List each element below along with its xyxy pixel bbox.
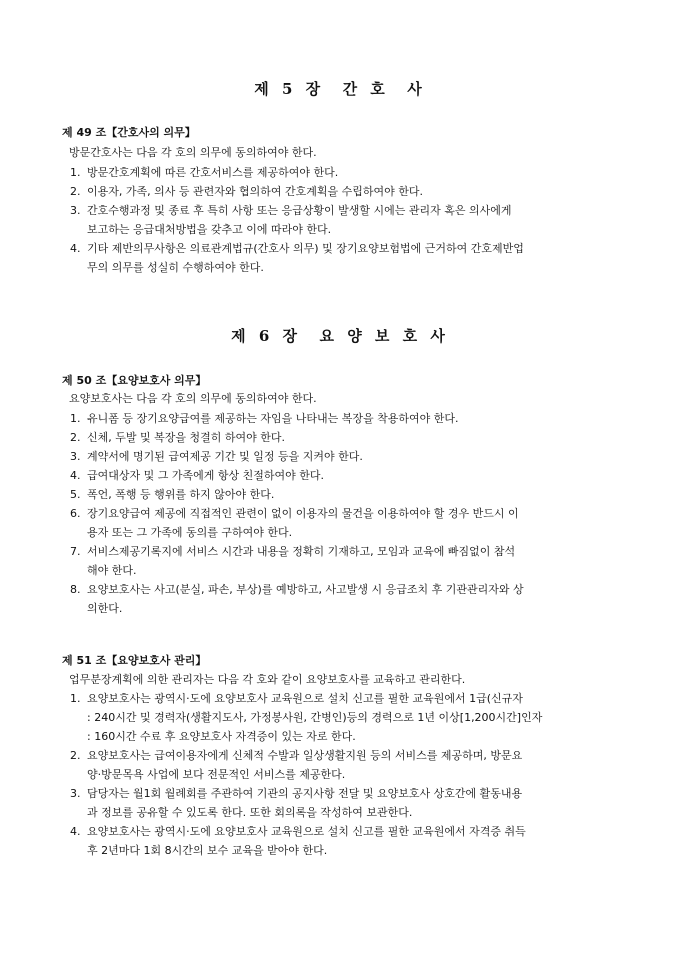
chapter-5-title: 제 5 장 간 호 사 xyxy=(254,80,426,98)
item-text-line: 해야 한다. xyxy=(87,564,137,577)
item-text xyxy=(87,784,635,822)
item-text-line: 유니폼 등 장기요양급여를 제공하는 자임을 나타내는 복장을 착용하여야 한다. xyxy=(87,412,459,425)
item-number: 6. xyxy=(70,507,81,520)
item-number: 7. xyxy=(70,545,81,558)
item-number: 8. xyxy=(70,583,81,596)
item-text-line: 방문간호계획에 따른 간호서비스를 제공하여야 한다. xyxy=(87,166,339,179)
item-text xyxy=(87,466,635,485)
item-text-line: 이용자, 가족, 의사 등 관련자와 협의하여 간호계획을 수립하여야 한다. xyxy=(87,185,423,198)
item-number: 5. xyxy=(70,488,81,501)
item-text-line: 폭언, 폭행 등 행위를 하지 않아야 한다. xyxy=(87,488,275,501)
item-text xyxy=(87,447,635,466)
item-text-line: 요양보호사는 급여이용자에게 신체적 수발과 일상생활지원 등의 서비스를 제공하며, 방문요 xyxy=(87,749,523,762)
article-49-title: 제 49 조【간호사의 의무】 xyxy=(62,126,196,139)
item-text-line: 무의 의무를 성실히 수행하여야 한다. xyxy=(87,261,264,274)
item-number: 1. xyxy=(70,692,81,705)
article-51-intro: 업무분장계획에 의한 관리자는 다음 각 호와 같이 요양보호사를 교육하고 관리한다. xyxy=(69,673,466,686)
item-number: 2. xyxy=(70,185,81,198)
item-text xyxy=(87,504,635,542)
item-text xyxy=(87,182,635,201)
item-text-line: 기타 제반의무사항은 의료관계법규(간호사 의무) 및 장기요양보험법에 근거하여 간호제반업 xyxy=(87,242,524,255)
article-49-intro: 방문간호사는 다음 각 호의 의무에 동의하여야 한다. xyxy=(69,146,317,159)
item-text-line: : 160시간 수료 후 요양보호사 자격증이 있는 자로 한다. xyxy=(87,730,356,743)
item-text-line: 계약서에 명기된 급여제공 기간 및 일정 등을 지켜야 한다. xyxy=(87,450,363,463)
item-number: 1. xyxy=(70,412,81,425)
item-text-line: 용자 또는 그 가족에 동의를 구하여야 한다. xyxy=(87,526,293,539)
item-text xyxy=(87,163,635,182)
item-text xyxy=(87,689,635,746)
item-text-line: 요양보호사는 광역시·도에 요양보호사 교육원으로 설치 신고를 필한 교육원에서 자격증 취득 xyxy=(87,825,526,838)
item-number: 3. xyxy=(70,204,81,217)
item-text xyxy=(87,746,635,784)
item-number: 4. xyxy=(70,825,81,838)
chapter-6-title: 제 6 장 요 양 보 호 사 xyxy=(231,327,449,345)
item-text-line: 과 정보를 공유할 수 있도록 한다. 또한 회의록을 작성하여 보관한다. xyxy=(87,806,413,819)
item-text-line: 양·방문목욕 사업에 보다 전문적인 서비스를 제공한다. xyxy=(87,768,346,781)
item-text xyxy=(87,201,635,239)
item-text-line: 의한다. xyxy=(87,602,123,615)
item-text-line: 후 2년마다 1회 8시간의 보수 교육을 받아야 한다. xyxy=(87,844,328,857)
item-text xyxy=(87,542,635,580)
item-text-line: 보고하는 응급대처방법을 갖추고 이에 따라야 한다. xyxy=(87,223,332,236)
item-text-line: 장기요양급여 제공에 직접적인 관련이 없이 이용자의 물건을 이용하여야 할 경우 반드시 이 xyxy=(87,507,519,520)
item-text-line: 서비스제공기록지에 서비스 시간과 내용을 정확히 기재하고, 모임과 교육에 빠짐없이 참석 xyxy=(87,545,516,558)
item-text-line: 간호수행과정 및 종료 후 특히 사항 또는 응급상황이 발생할 시에는 관리자 혹은 의사에게 xyxy=(87,204,512,217)
item-text-line: 요양보호사는 사고(분실, 파손, 부상)를 예방하고, 사고발생 시 응급조치 후 기관관리자와 상 xyxy=(87,583,524,596)
item-number: 2. xyxy=(70,431,81,444)
item-text xyxy=(87,428,635,447)
item-text xyxy=(87,580,635,618)
item-text-line: 신체, 두발 및 복장을 청결히 하여야 한다. xyxy=(87,431,285,444)
item-number: 4. xyxy=(70,242,81,255)
item-text xyxy=(87,485,635,504)
item-text xyxy=(87,409,635,428)
item-text xyxy=(87,239,635,277)
article-50-intro: 요양보호사는 다음 각 호의 의무에 동의하여야 한다. xyxy=(69,392,317,405)
item-number: 4. xyxy=(70,469,81,482)
item-text-line: 담당자는 월1회 월례회를 주관하여 기관의 공지사항 전달 및 요양보호사 상호간에 활동내용 xyxy=(87,787,523,800)
item-number: 3. xyxy=(70,450,81,463)
item-number: 3. xyxy=(70,787,81,800)
article-50-title: 제 50 조【요양보호사 의무】 xyxy=(62,374,207,387)
item-text-line: : 240시간 및 경력자(생활지도사, 가정봉사원, 간병인)등의 경력으로 1년 이상[1,200시간]인자 xyxy=(87,711,543,724)
item-text-line: 요양보호사는 광역시·도에 요양보호사 교육원으로 설치 신고를 필한 교육원에서 1급(신규자 xyxy=(87,692,523,705)
item-text xyxy=(87,822,635,860)
item-number: 1. xyxy=(70,166,81,179)
item-text-line: 급여대상자 및 그 가족에게 항상 친절하여야 한다. xyxy=(87,469,324,482)
item-number: 2. xyxy=(70,749,81,762)
article-51-title: 제 51 조【요양보호사 관리】 xyxy=(62,654,207,667)
